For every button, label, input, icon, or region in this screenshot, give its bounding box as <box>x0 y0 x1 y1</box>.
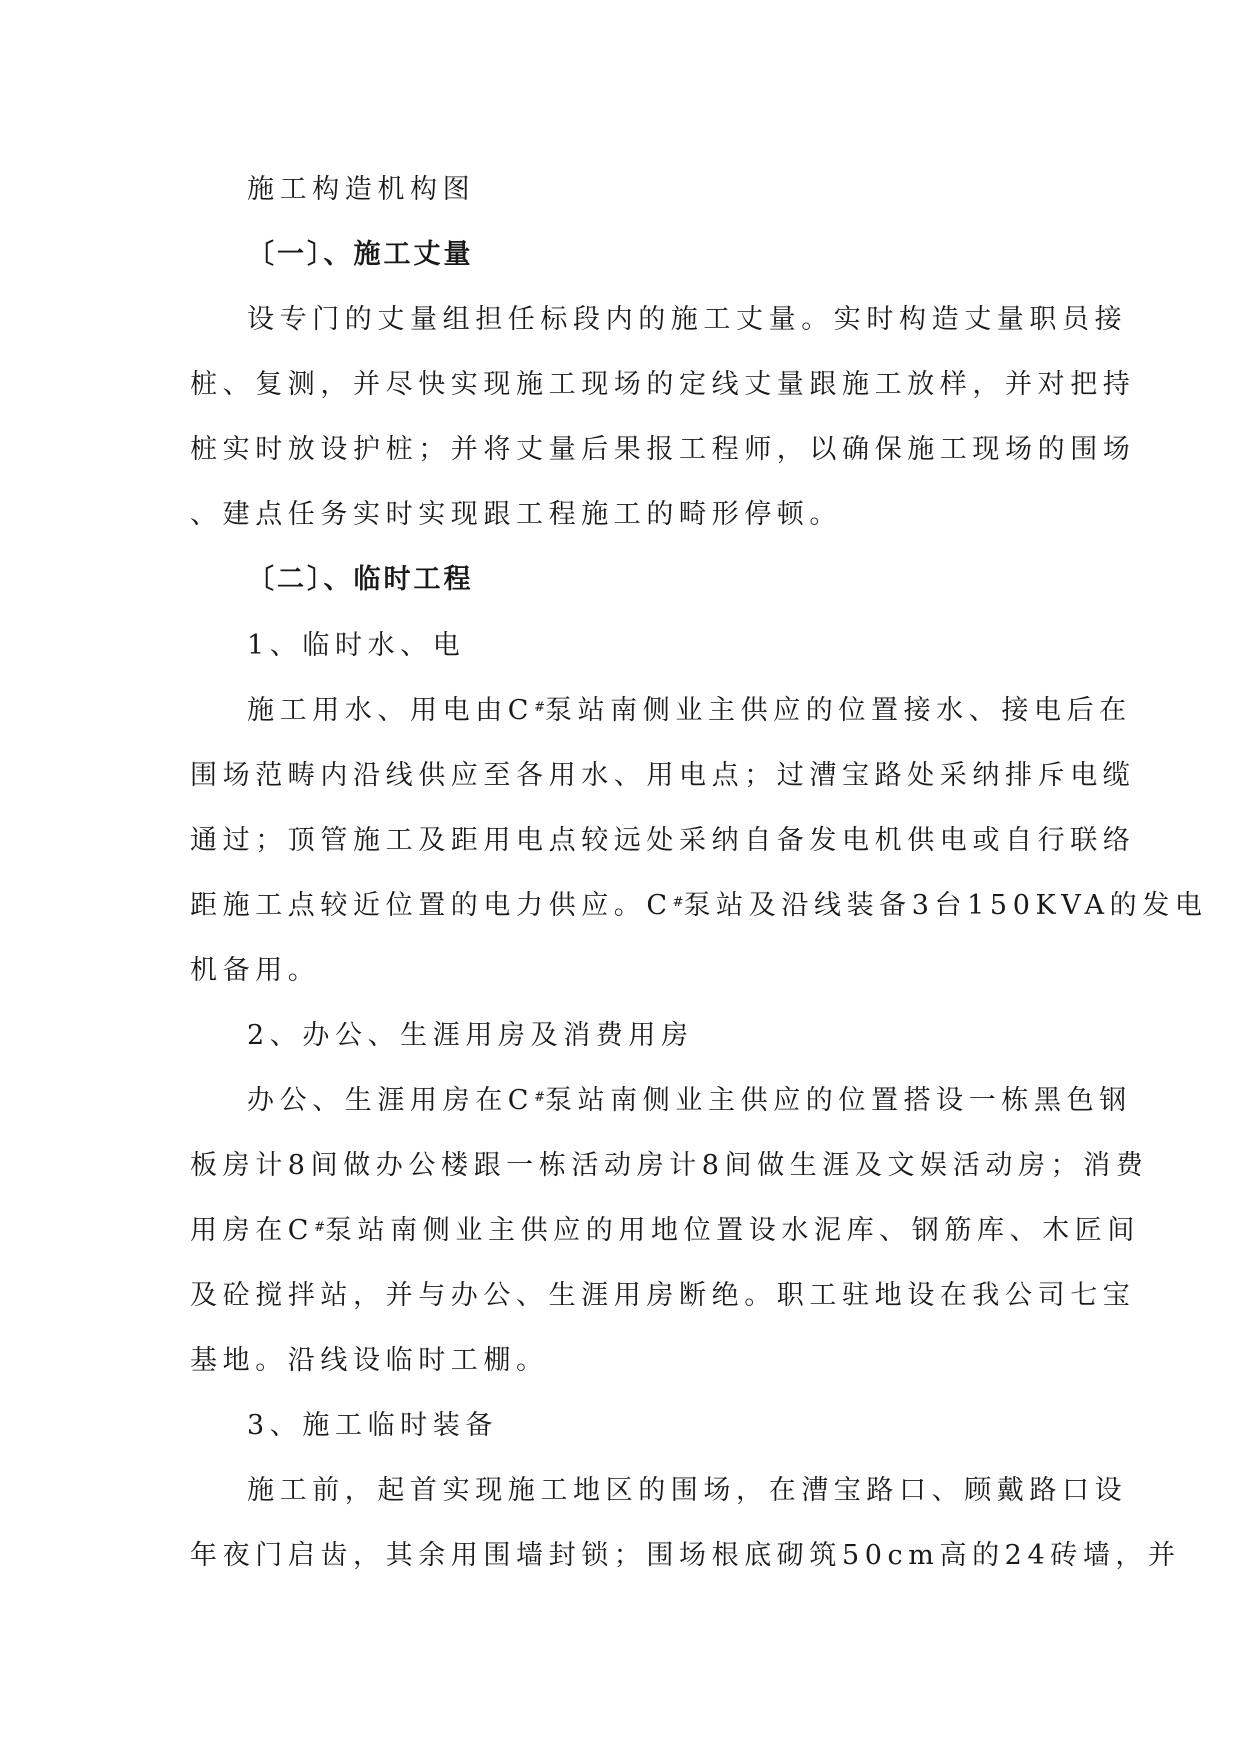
item3-line-1: 施工前，起首实现施工地区的围场，在漕宝路口、顾戴路口设 <box>247 1475 1128 1506</box>
item2-line-4: 及砼搅拌站，并与办公、生涯用房断绝。职工驻地设在我公司七宝 <box>190 1280 1136 1311</box>
item2-title: 2、办公、生涯用房及消费用房 <box>247 1020 694 1051</box>
item1-line-2: 围场范畴内沿线供应至各用水、用电点；过漕宝路处采纳排斥电缆 <box>190 760 1136 791</box>
item1-line-4: 距施工点较近位置的电力供应。C#泵站及沿线装备3台150KVA的发电 <box>190 890 1208 921</box>
superscript-mark: # <box>314 1220 325 1235</box>
section1-line-4: 、建点任务实时实现跟工程施工的畸形停顿。 <box>190 499 842 530</box>
doc-title: 施工构造机构图 <box>247 174 476 205</box>
item2-line-5: 基地。沿线设临时工棚。 <box>190 1345 549 1376</box>
superscript-mark: # <box>672 895 684 910</box>
item1-line-1: 施工用水、用电由C#泵站南侧业主供应的位置接水、接电后在 <box>247 695 1132 726</box>
superscript-mark: # <box>534 1090 545 1105</box>
section1-heading: 〔一〕、施工丈量 <box>247 239 474 270</box>
item2-line-1: 办公、生涯用房在C#泵站南侧业主供应的位置搭设一栋黑色钢 <box>247 1085 1132 1116</box>
item1-title: 1、临时水、电 <box>247 630 466 661</box>
item2-line-3: 用房在C#泵站南侧业主供应的用地位置设水泥库、钢筋库、木匠间 <box>190 1215 1140 1246</box>
section1-line-3: 桩实时放设护桩；并将丈量后果报工程师，以确保施工现场的围场 <box>190 434 1136 465</box>
superscript-mark: # <box>534 700 545 715</box>
item1-line-5: 机备用。 <box>190 955 321 986</box>
item1-line-3: 通过；顶管施工及距用电点较远处采纳自备发电机供电或自行联络 <box>190 825 1136 856</box>
section1-line-1: 设专门的丈量组担任标段内的施工丈量。实时构造丈量职员接 <box>247 304 1128 335</box>
item3-line-2: 年夜门启齿，其余用围墙封锁；围场根底砌筑50cm高的24砖墙，并 <box>190 1540 1181 1571</box>
section1-line-2: 桩、复测，并尽快实现施工现场的定线丈量跟施工放样，并对把持 <box>190 369 1136 400</box>
item2-line-2: 板房计8间做办公楼跟一栋活动房计8间做生涯及文娱活动房；消费 <box>190 1150 1149 1181</box>
section2-heading: 〔二〕、临时工程 <box>247 564 474 595</box>
item3-title: 3、施工临时装备 <box>247 1410 498 1441</box>
